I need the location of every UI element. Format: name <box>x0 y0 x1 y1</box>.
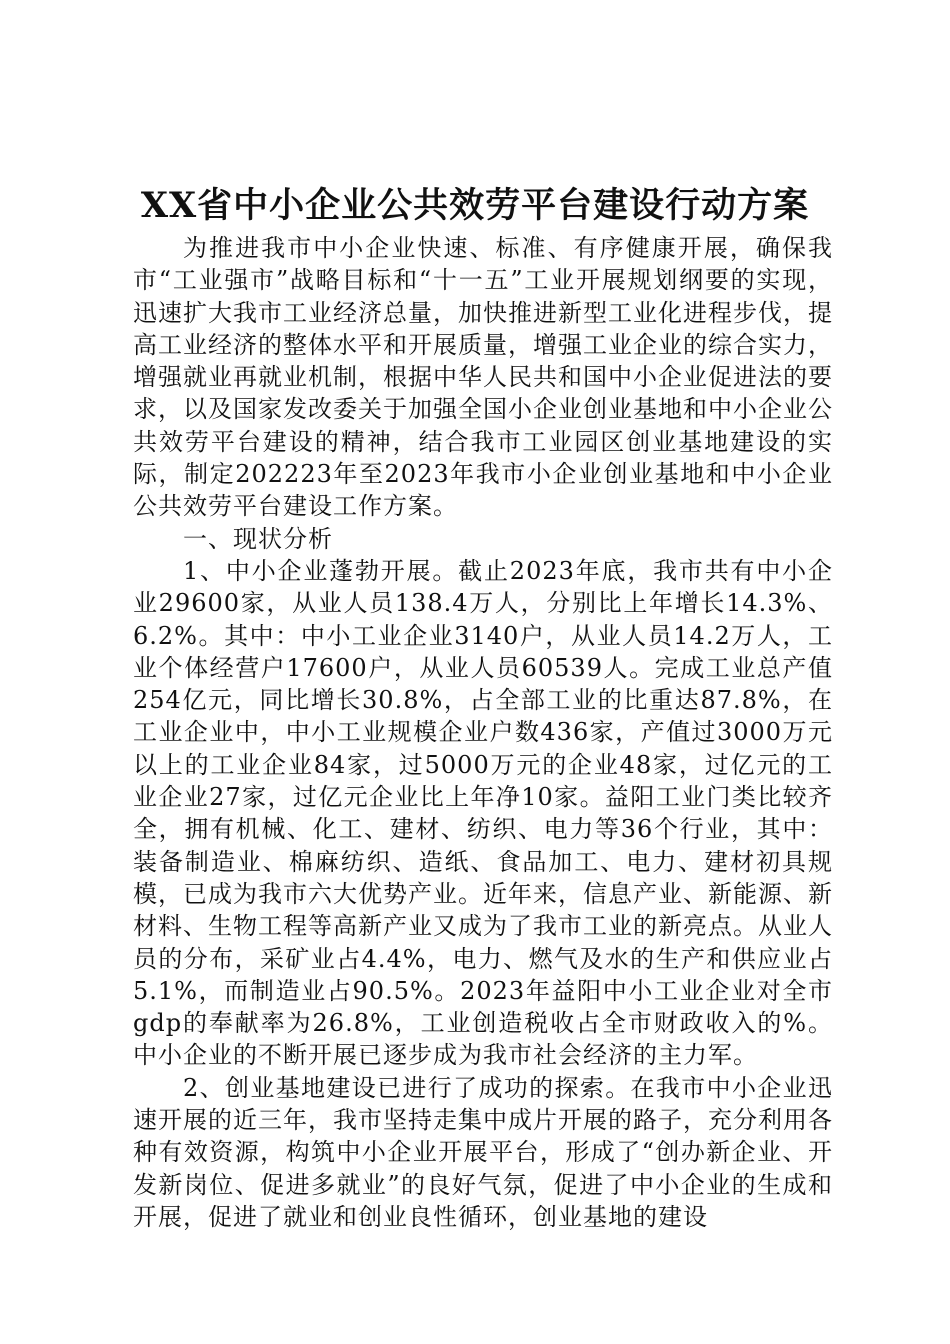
intro-paragraph: 为推进我市中小企业快速、标准、有序健康开展，确保我市“工业强市”战略目标和“十一五”工业开展规划纲要的实现，迅速扩大我市工业经济总量，加快推进新型工业化进程步伐，提高工业经济的整体水平和开展质量，增强工业企业的综合实力，增强就业再就业机制，根据中华人民共和国中小企业促进法的要求，以及国家发改委关于加强全国小企业创业基地和中小企业公共效劳平台建设的精神，结合我市工业园区创业基地建设的实际，制定202223年至2023年我市小企业创业基地和中小企业公共效劳平台建设工作方案。 <box>133 234 833 521</box>
section-heading-status-analysis: 一、现状分析 <box>183 524 333 553</box>
point-2-paragraph: 2、创业基地建设已进行了成功的探索。在我市中小企业迅速开展的近三年，我市坚持走集中成片开展的路子，充分利用各种有效资源，构筑中小企业开展平台，形成了“创办新企业、开发新岗位、促进多就业”的良好气氛，促进了中小企业的生成和开展，促进了就业和创业良性循环，创业基地的建设 <box>133 1073 833 1231</box>
point-1-paragraph: 1、中小企业蓬勃开展。截止2023年底，我市共有中小企业29600家，从业人员138.4万人，分别比上年增长14.3%、6.2%。其中：中小工业企业3140户，从业人员14.2万人，工业个体经营户17600户，从业人员60539人。完成工业总产值254亿元，同比增长30.8%，占全部工业的比重达87.8%，在工业企业中，中小工业规模企业户数436家，产值过3000万元以上的工业企业84家，过5000万元的企业48家，过亿元的工业企业27家，过亿元企业比上年净10家。益阳工业门类比较齐全，拥有机械、化工、建材、纺织、电力等36个行业，其中：装备制造业、棉麻纺织、造纸、食品加工、电力、建材初具规模，已成为我市六大优势产业。近年来，信息产业、新能源、新材料、生物工程等高新产业又成为了我市工业的新亮点。从业人员的分布，采矿业占4.4%，电力、燃气及水的生产和供应业占5.1%，而制造业占90.5%。2023年益阳中小工业企业对全市gdp的奉献率为26.8%，工业创造税收占全市财政收入的%。中小企业的不断开展已逐步成为我市社会经济的主力军。 <box>133 556 833 1070</box>
document-body <box>133 232 833 1233</box>
document-title: XX省中小企业公共效劳平台建设行动方案 <box>140 185 810 226</box>
